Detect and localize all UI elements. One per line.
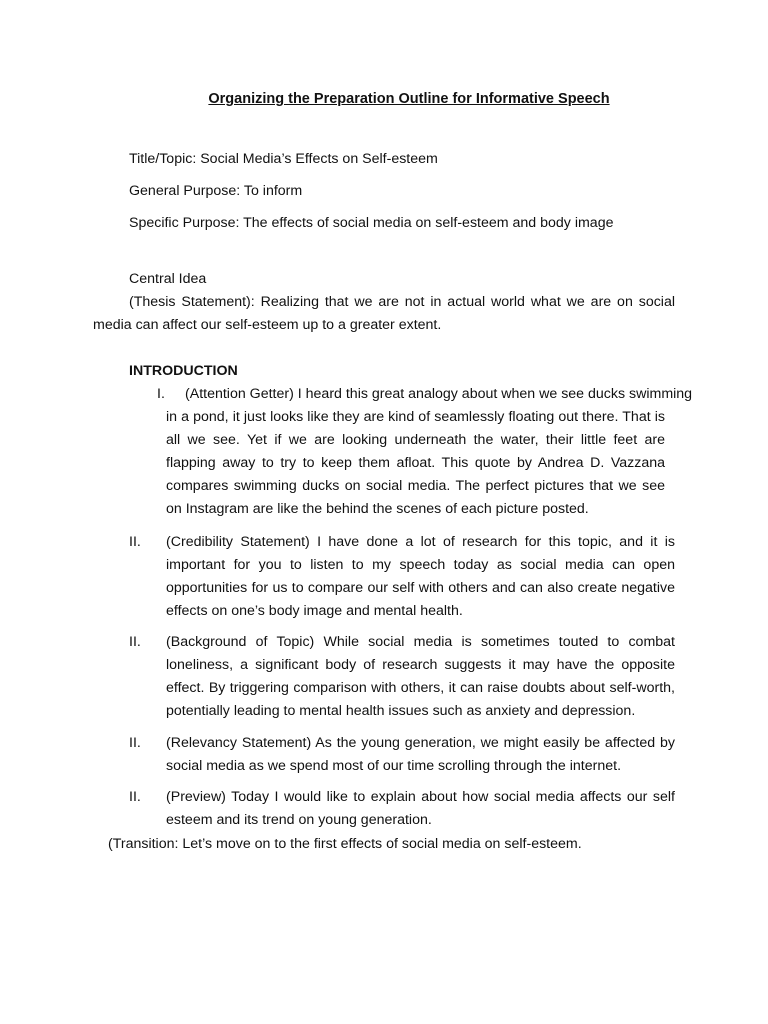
outline-numeral: II.	[129, 534, 141, 550]
outline-text: (Credibility Statement) I have done a lot of research for this topic, and it is important for you to listen to my speech today as social media can open opportunities for us to compare our self with others and can also create negative effects on one’s body image and mental health.	[166, 534, 675, 619]
introduction-heading: INTRODUCTION	[129, 363, 238, 379]
outline-numeral: I.	[157, 386, 165, 402]
transition-line: (Transition: Let’s move on to the first effects of social media on self-esteem.	[108, 836, 582, 852]
outline-numeral: II.	[129, 634, 141, 650]
topic-line: Title/Topic: Social Media’s Effects on Self-esteem	[129, 151, 438, 167]
central-idea-label: Central Idea	[129, 271, 207, 287]
outline-text: (Relevancy Statement) As the young generation, we might easily be affected by social media as we spend most of our time scrolling through the internet.	[166, 735, 675, 774]
outline-text: (Background of Topic) While social media is sometimes touted to combat loneliness, a significant body of research suggests it may have the opposite effect. By triggering comparison with others, it can raise doubts about self-worth, potentially leading to mental health issues such as anxiety and depression.	[166, 634, 675, 719]
outline-text: in a pond, it just looks like they are kind of seamlessly floating out there. That is all we see. Yet if we are looking underneath the water, their little feet are flapping away to try to keep them afloat. This quote by Andrea D. Vazzana compares swimming ducks on social media. The perfect pictures that we see on Instagram are like the behind the scenes of each picture posted.	[166, 409, 665, 517]
outline-numeral: II.	[129, 789, 141, 805]
general-purpose-line: General Purpose: To inform	[129, 183, 303, 199]
outline-numeral: II.	[129, 735, 141, 751]
specific-purpose-line: Specific Purpose: The effects of social media on self-esteem and body image	[129, 215, 614, 231]
outline-text-first-line: (Attention Getter) I heard this great analogy about when we see ducks swimming	[185, 386, 693, 402]
thesis-statement: (Thesis Statement): Realizing that we are not in actual world what we are on social media can affect our self-esteem up to a greater extent.	[93, 294, 675, 333]
document-title: Organizing the Preparation Outline for Informative Speech	[208, 91, 610, 107]
outline-text: (Preview) Today I would like to explain about how social media affects our self esteem and its trend on young generation.	[166, 789, 675, 828]
